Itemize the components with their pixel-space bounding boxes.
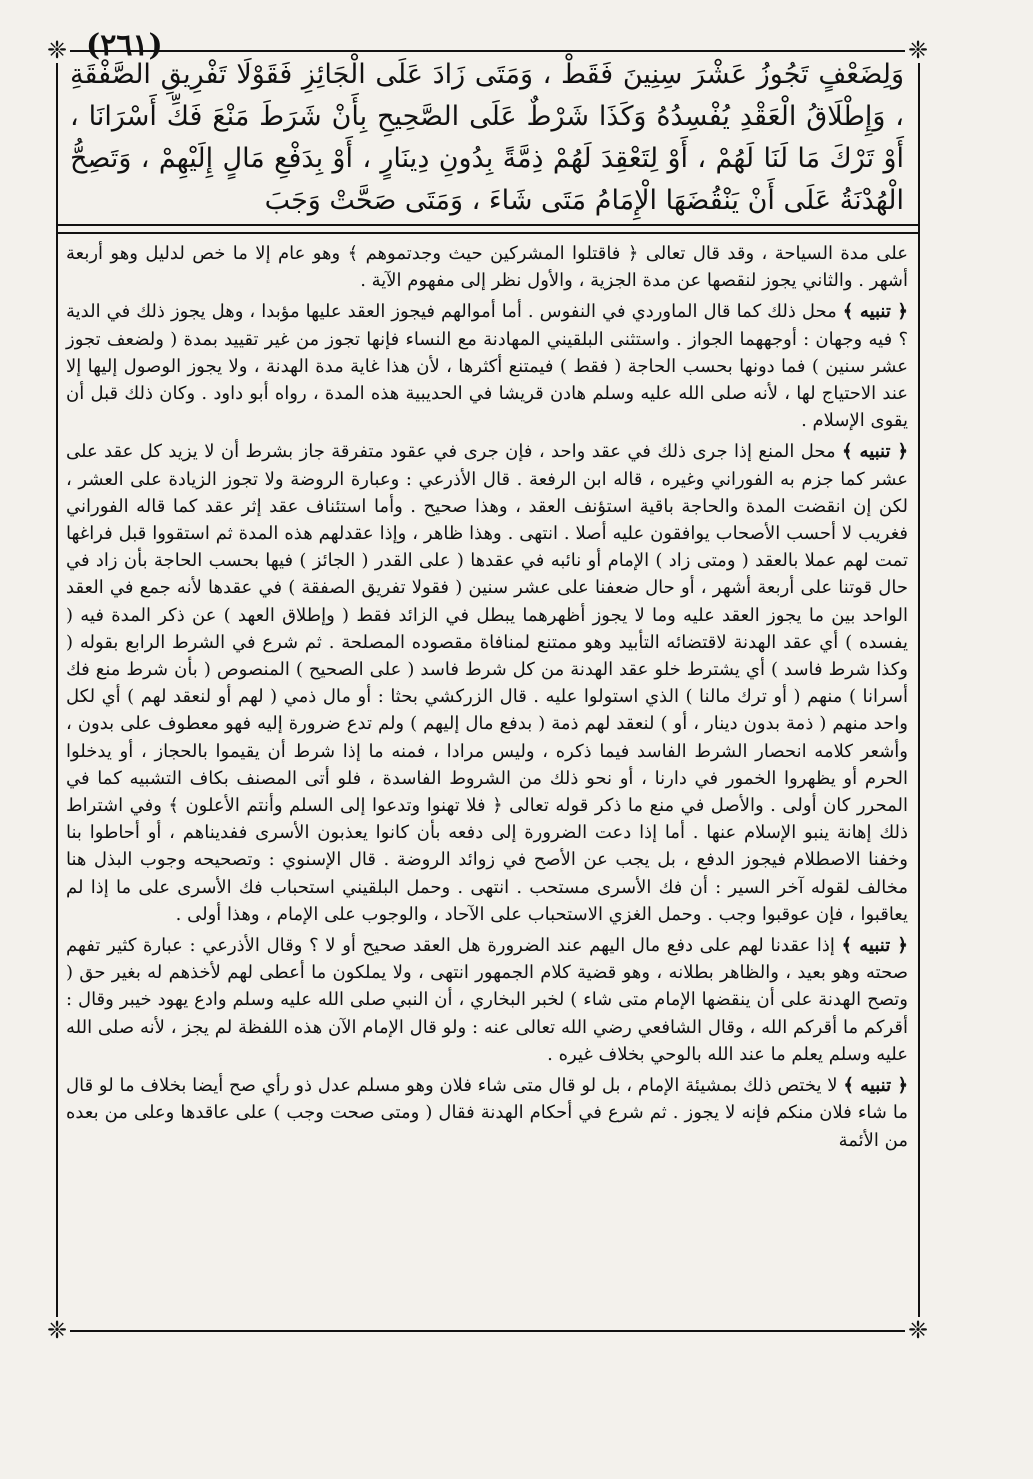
commentary-paragraph [66, 1072, 908, 1154]
commentary-text: لا يختص ذلك بمشيئة الإمام ، بل لو قال متى شاء فلان وهو مسلم عدل ذو رأي صح أيضا بخلاف ما لو قال ما شاء فلان منكم فإنه لا يجوز . ثم شرع في أحكام الهدنة فقال ( ومتى صحت وجب ) على عاقدها وعلى من بعده من الأئمة [66, 1075, 908, 1151]
corner-ornament-icon: ❈ [44, 37, 70, 63]
page-number: (٢٦١) [86, 28, 163, 63]
matn-text-block [70, 54, 904, 222]
section-divider [56, 232, 918, 234]
corner-ornament-icon: ❈ [44, 1317, 70, 1343]
corner-ornament-icon: ❈ [905, 37, 931, 63]
frame-bottom-rule [56, 1330, 918, 1332]
commentary-text: على مدة السياحة ، وقد قال تعالى ﴿ فاقتلوا المشركين حيث وجدتموهم ﴾ وهو عام إلا ما خص لدليل وهو أربعة أشهر . والثاني يجوز لنقصها عن مدة الجزية ، والأول نظر إلى مفهوم الآية . [66, 243, 909, 292]
tanbih-label: ﴿ تنبيه ﴾ [842, 301, 908, 323]
commentary-text: إذا عقدنا لهم على دفع مال اليهم عند الضرورة هل العقد صحيح أو لا ؟ وقال الأذرعي : عبارة كثير تفهم صحته وهو بعيد ، والظاهر بطلانه ، وهو قضية كلام الجمهور انتهى ، ولا يملكون ما أعطى لهم لأخذهم له بغير حق ( وتصح الهدنة على أن ينقضها الإمام متى شاء ) لخبر البخاري ، أن النبي صلى الله عليه وسلم وادع يهود خيبر وقال : أقركم ما أقركم الله ، وقال الشافعي رضي الله تعالى عنه : ولو قال الإمام الآن هذه اللفظة لم يجز ، لأنه صلى الله عليه وسلم يعلم ما عند الله بالوحي بخلاف غيره . [66, 935, 908, 1065]
tanbih-label: ﴿ تنبيه ﴾ [843, 1075, 908, 1097]
commentary-text-block [66, 240, 908, 1328]
corner-ornament-icon: ❈ [905, 1317, 931, 1343]
commentary-paragraph [66, 932, 908, 1068]
tanbih-label: ﴿ تنبيه ﴾ [841, 935, 908, 957]
commentary-paragraph [66, 298, 908, 434]
commentary-paragraph [66, 438, 908, 928]
tanbih-label: ﴿ تنبيه ﴾ [842, 441, 908, 463]
section-divider [56, 224, 918, 226]
commentary-paragraph [66, 240, 908, 294]
frame-top-rule [56, 50, 918, 52]
matn-paragraph: وَلِضَعْفٍ تَجُوزُ عَشْرَ سِنِينَ فَقَطْ ، وَمَتَى زَادَ عَلَى الْجَائِزِ فَقَوْلَا تَفْرِيقِ الصَّفْقَةِ ، وَإِطْلَاقُ الْعَقْدِ يُفْسِدُهُ وَكَذَا شَرْطٌ عَلَى الصَّحِيحِ بِأَنْ شَرَطَ مَنْعَ فَكِّ أَسْرَانَا ، أَوْ تَرْكَ مَا لَنَا لَهُمْ ، أَوْ لِتَعْقِدَ لَهُمْ ذِمَّةً بِدُونِ دِينَارٍ ، أَوْ بِدَفْعِ مَالٍ إِلَيْهِمْ ، وَتَصِحُّ الْهُدْنَةُ عَلَى أَنْ يَنْقُضَهَا الْإِمَامُ مَتَى شَاءَ ، وَمَتَى صَحَّتْ وَجَبَ [70, 59, 904, 216]
commentary-text: محل ذلك كما قال الماوردي في النفوس . أما أموالهم فيجوز العقد عليها مؤبدا ، وهل يجوز ذلك في الدية ؟ فيه وجهان : أوجههما الجواز . واستثنى البلقيني المهادنة مع النساء فإنها تجوز من غير تقييد بمدة ( ولضعف تجوز عشر سنين ) فما دونها بحسب الحاجة ( فقط ) فيمتنع أكثرها ، لأن هذا غاية مدة الهدنة ، ولا يجوز الوصول إليها إلا عند الاحتياج لها ، لأنه صلى الله عليه وسلم هادن قريشا في الحديبية هذه المدة ، رواه أبو داود . وكان ذلك قبل أن يقوى الإسلام . [66, 301, 908, 432]
commentary-text: محل المنع إذا جرى ذلك في عقد واحد ، فإن جرى في عقود متفرقة جاز بشرط أن لا يزيد كل عقد على عشر كما جزم به الفوراني وغيره ، قاله ابن الرفعة . قال الأذرعي : وعبارة الروضة ولا تجوز الزيادة على العشر ، لكن إن انقضت المدة والحاجة باقية استؤنف العقد ، وهذا صحيح . وأما استئناف عقد إثر عقد كما قاله الفوراني فغريب لا أحسب الأصحاب يوافقون عليه أصلا . انتهى . وهذا ظاهر ، وإذا عقدلهم هذه المدة ثم استقووا قبل فراغها تمت لهم عملا بالعقد ( ومتى زاد ) الإمام أو نائبه في عقدها ( على القدر ( الجائز ) فيها بحسب الحاجة بأن زاد في حال قوتنا على أربعة أشهر ، أو حال ضعفنا على عشر سنين ( فقولا تفريق الصفقة ) في عقدها لأنه جمع في العقد الواحد بين ما يجوز العقد عليه وما لا يجوز أظهرهما يبطل في الزائد فقط ( وإطلاق العهد ) عن ذكر المدة فيه ( يفسده ) أي عقد الهدنة لاقتضائه التأبيد وهو ممتنع لمنافاة مقصوده المصلحة . ثم شرع في الشرط الرابع بقوله ( وكذا شرط فاسد ) أي يشترط خلو عقد الهدنة من كل شرط فاسد ( على الصحيح ) المنصوص ( بأن شرط منع فك أسرانا ) منهم ( أو ترك مالنا ) الذي استولوا عليه . قال الزركشي بحثا : أو مال ذمي ( لهم أو لنعقد لهم ) أي لكل واحد منهم ( ذمة بدون دينار ، أو ) لنعقد لهم ذمة ( بدفع مال إليهم ) ولم تدع ضرورة إليه فهو معطوف على بدون ، وأشعر كلامه انحصار الشرط الفاسد فيما ذكره ، وليس مرادا ، فمنه ما إذا شرط أن يقيموا بالحجاز ، أو يدخلوا الحرم أو يظهروا الخمور في دارنا ، أو نحو ذلك من الشروط الفاسدة ، فلو أتى المصنف بكاف التشبيه كما في المحرر كان أولى . والأصل في منع ما ذكر قوله تعالى ﴿ فلا تهنوا وتدعوا إلى السلم وأنتم الأعلون ﴾ وفي اشتراط ذلك إهانة ينبو الإسلام عنها . أما إذا دعت الضرورة إلى دفعه بأن كانوا يعذبون الأسرى ففديناهم ، أو أحاطوا بنا وخفنا الاصطلام فيجوز الدفع ، بل يجب عن الأصح في زوائد الروضة . قال الإسنوي : وتصحيحه وجوب البذل هنا مخالف لقوله آخر السير : أن فك الأسرى مستحب . انتهى . وحمل البلقيني استحباب فك الأسرى على ما إذا لم يعاقبوا ، فإن عوقبوا وجب . وحمل الغزي الاستحباب على الآحاد ، والوجوب على الإمام ، وهذا أولى . [66, 441, 908, 925]
